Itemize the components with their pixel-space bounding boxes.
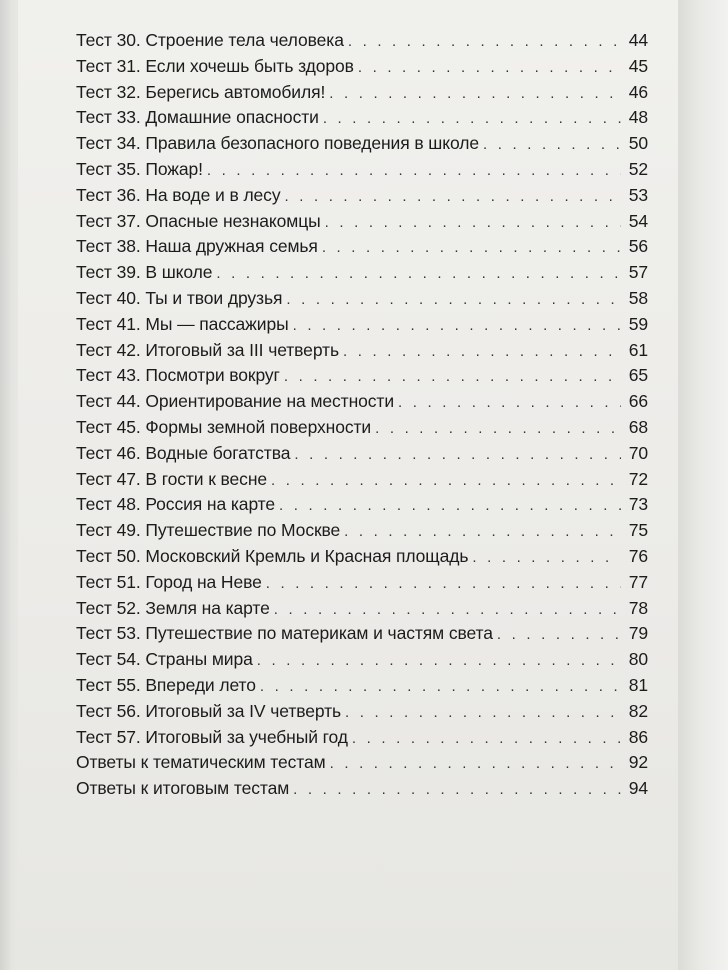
- toc-leader-dots: [216, 265, 621, 282]
- toc-leader-dots: [257, 652, 621, 669]
- toc-entry: [76, 649, 648, 675]
- toc-entry-title: Ответы к тематическим тестам: [76, 752, 326, 773]
- toc-leader-dots: [352, 730, 621, 747]
- toc-entry-page: 80: [628, 649, 648, 670]
- toc-entry: [76, 572, 648, 598]
- toc-entry-title: Тест 40. Ты и твои друзья: [76, 287, 283, 308]
- toc-entry-page: 78: [628, 597, 648, 618]
- toc-leader-dots: [207, 162, 621, 179]
- toc-leader-dots: [483, 136, 621, 153]
- toc-leader-dots: [330, 755, 621, 772]
- toc-entry-title: Тест 47. В гости к весне: [76, 468, 268, 489]
- toc-entry: [76, 494, 648, 520]
- toc-entry: [76, 546, 648, 572]
- toc-entry: [76, 701, 648, 727]
- toc-leader-dots: [279, 497, 621, 514]
- toc-entry: [76, 340, 648, 366]
- toc-entry-page: 59: [628, 313, 648, 334]
- toc-entry: [76, 262, 648, 288]
- toc-entry: [76, 365, 648, 391]
- toc-entry: [76, 82, 648, 108]
- toc-entry-title: Тест 30. Строение тела человека: [76, 30, 344, 50]
- toc-entry-page: 66: [628, 391, 648, 412]
- toc-entry: [76, 598, 648, 624]
- toc-entry-title: Тест 51. Город на Неве: [76, 571, 262, 592]
- toc-entry-title: Тест 36. На воде и в лесу: [76, 184, 281, 205]
- toc-entry: [76, 133, 648, 159]
- toc-entry: [76, 185, 648, 211]
- toc-entry-page: 82: [628, 700, 648, 721]
- toc-entry-page: 54: [628, 210, 648, 231]
- toc-entry: [76, 211, 648, 237]
- toc-entry-title: Тест 57. Итоговый за учебный год: [76, 726, 348, 747]
- toc-entry-page: 79: [628, 623, 648, 644]
- toc-entry-title: Тест 45. Формы земной поверхности: [76, 416, 372, 437]
- book-page: [18, 0, 678, 970]
- toc-entry-page: 92: [628, 752, 648, 773]
- toc-entry-page: 44: [628, 30, 648, 50]
- toc-entry-title: Тест 48. Россия на карте: [76, 494, 276, 515]
- toc-leader-dots: [284, 188, 621, 205]
- toc-entry-title: Тест 49. Путешествие по Москве: [76, 520, 341, 541]
- toc-entry-page: 77: [628, 571, 648, 592]
- toc-entry-title: Тест 31. Если хочешь быть здоров: [76, 55, 354, 76]
- toc-entry-page: 58: [628, 287, 648, 308]
- toc-entry-page: 57: [628, 262, 648, 283]
- toc-entry-title: Тест 50. Московский Кремль и Красная площадь: [76, 545, 469, 566]
- toc-leader-dots: [293, 781, 621, 798]
- toc-entry: [76, 520, 648, 546]
- toc-entry: [76, 56, 648, 82]
- toc-entry: [76, 417, 648, 443]
- toc-leader-dots: [323, 110, 621, 127]
- toc-leader-dots: [325, 214, 621, 231]
- toc-entry-title: Ответы к итоговым тестам: [76, 778, 290, 799]
- toc-entry-title: Тест 46. Водные богатства: [76, 442, 291, 463]
- toc-leader-dots: [345, 704, 621, 721]
- toc-entry: [76, 469, 648, 495]
- toc-leader-dots: [274, 601, 621, 618]
- toc-entry: [76, 314, 648, 340]
- toc-entry-title: Тест 37. Опасные незнакомцы: [76, 210, 321, 231]
- toc-entry: [76, 159, 648, 185]
- toc-entry-page: 50: [628, 133, 648, 154]
- toc-leader-dots: [348, 33, 621, 50]
- toc-entry-page: 81: [628, 674, 648, 695]
- toc-entry: [76, 443, 648, 469]
- toc-entry-page: 70: [628, 442, 648, 463]
- toc-entry-title: Тест 39. В школе: [76, 262, 213, 283]
- toc-entry: [76, 30, 648, 56]
- toc-leader-dots: [375, 420, 621, 437]
- toc-entry: [76, 675, 648, 701]
- toc-leader-dots: [294, 446, 621, 463]
- toc-entry-page: 52: [628, 158, 648, 179]
- toc-entry-page: 73: [628, 494, 648, 515]
- toc-leader-dots: [343, 343, 621, 360]
- toc-entry: [76, 391, 648, 417]
- toc-entry-page: 48: [628, 107, 648, 128]
- toc-entry-title: Тест 34. Правила безопасного поведения в школе: [76, 133, 479, 154]
- toc-leader-dots: [260, 678, 621, 695]
- toc-entry-title: Тест 44. Ориентирование на местности: [76, 391, 395, 412]
- toc-leader-dots: [293, 317, 621, 334]
- toc-entry-title: Тест 33. Домашние опасности: [76, 107, 319, 128]
- toc-entry: [76, 288, 648, 314]
- toc-leader-dots: [266, 575, 621, 592]
- toc-leader-dots: [284, 368, 621, 385]
- toc-leader-dots: [329, 85, 621, 102]
- toc-entry-page: 86: [628, 726, 648, 747]
- toc-entry: [76, 778, 648, 804]
- toc-entry-title: Тест 53. Путешествие по материкам и частям света: [76, 623, 493, 644]
- toc-entry-title: Тест 55. Впереди лето: [76, 674, 256, 695]
- toc-entry-title: Тест 41. Мы — пассажиры: [76, 313, 289, 334]
- toc-entry-title: Тест 42. Итоговый за III четверть: [76, 339, 339, 360]
- toc-entry: [76, 236, 648, 262]
- toc-entry-title: Тест 32. Берегись автомобиля!: [76, 81, 326, 102]
- toc-entry-title: Тест 56. Итоговый за IV четверть: [76, 700, 342, 721]
- toc-leader-dots: [344, 523, 621, 540]
- toc-entry-page: 53: [628, 184, 648, 205]
- toc-entry-title: Тест 43. Посмотри вокруг: [76, 365, 280, 386]
- toc-leader-dots: [472, 549, 621, 566]
- toc-leader-dots: [322, 239, 621, 256]
- table-of-contents: [76, 30, 648, 804]
- toc-entry-page: 76: [628, 545, 648, 566]
- toc-entry-page: 61: [628, 339, 648, 360]
- toc-entry-page: 65: [628, 365, 648, 386]
- toc-entry-title: Тест 35. Пожар!: [76, 158, 203, 179]
- toc-entry-page: 68: [628, 416, 648, 437]
- toc-entry-page: 94: [628, 778, 648, 799]
- toc-entry: [76, 752, 648, 778]
- toc-entry: [76, 623, 648, 649]
- toc-leader-dots: [358, 59, 621, 76]
- toc-entry-page: 56: [628, 236, 648, 257]
- toc-entry: [76, 727, 648, 753]
- toc-entry-page: 46: [628, 81, 648, 102]
- toc-entry-title: Тест 38. Наша дружная семья: [76, 236, 318, 257]
- toc-entry-page: 75: [628, 520, 648, 541]
- toc-leader-dots: [497, 626, 621, 643]
- toc-entry-page: 72: [628, 468, 648, 489]
- toc-entry-page: 45: [628, 55, 648, 76]
- toc-leader-dots: [271, 472, 621, 489]
- toc-leader-dots: [398, 394, 621, 411]
- toc-entry-title: Тест 54. Страны мира: [76, 649, 253, 670]
- toc-leader-dots: [286, 291, 621, 308]
- toc-entry: [76, 107, 648, 133]
- toc-entry-title: Тест 52. Земля на карте: [76, 597, 270, 618]
